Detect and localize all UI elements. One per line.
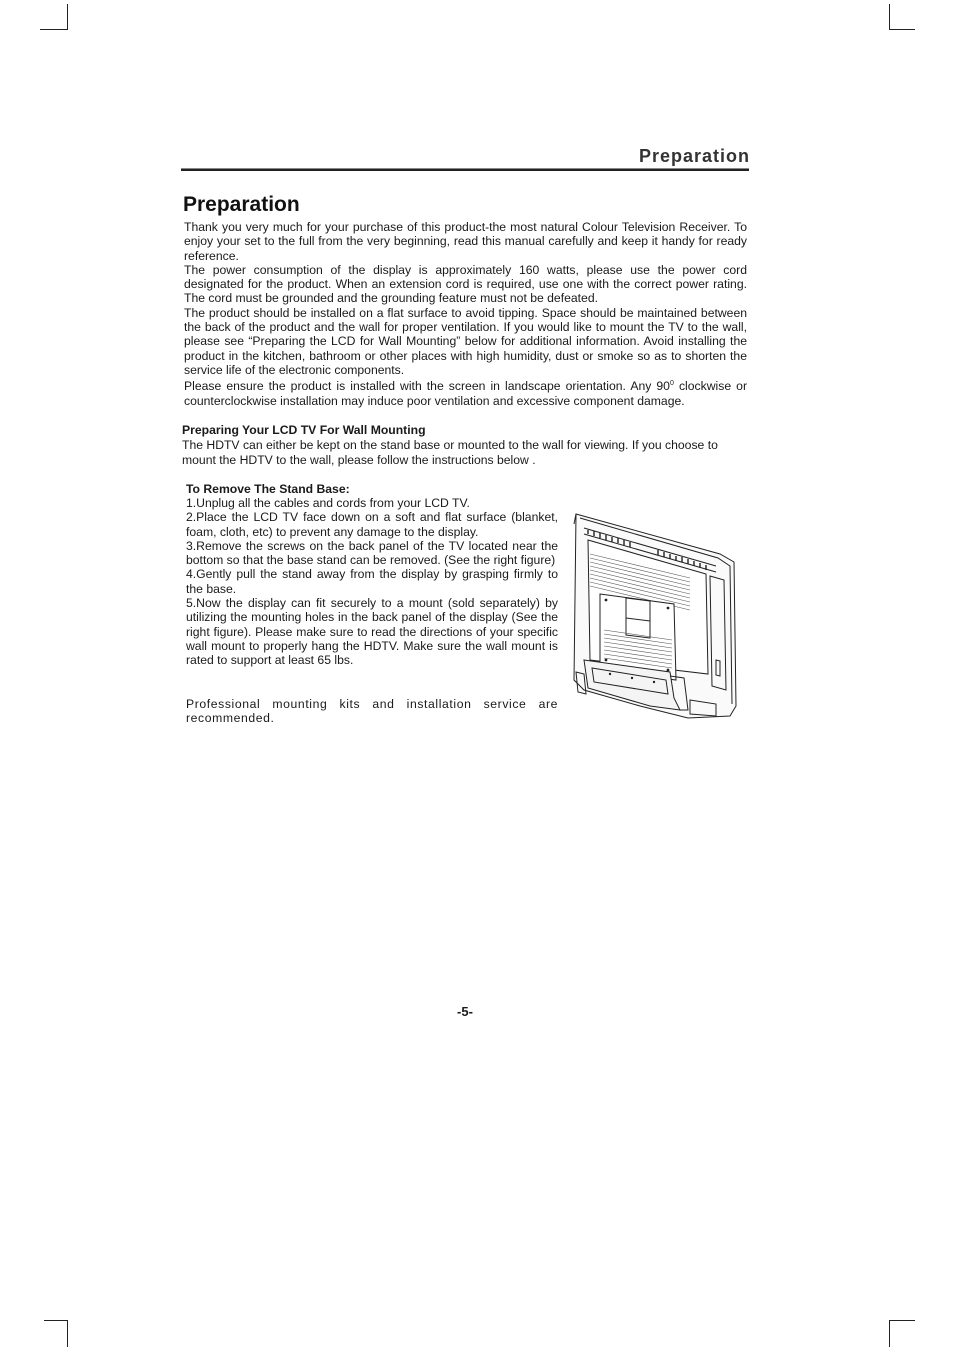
orientation-text-before: Please ensure the product is installed with the screen in landscape orientation. Any 90 [184, 379, 670, 394]
crop-mark-top-right-h [889, 29, 915, 30]
step-item: 2.Place the LCD TV face down on a soft and flat surface (blanket, foam, cloth, etc) to prevent any damage to the display. [186, 510, 558, 539]
remove-stand-steps [186, 496, 558, 668]
step-item: 5.Now the display can fit securely to a mount (sold separately) by utilizing the mounting holes in the back panel of the display (See the right figure). Please make sure to read the directions of your specific wall mount to properly hang the HDTV. Make sure the wall mount is rated to support at least 65 lbs. [186, 596, 558, 668]
crop-mark-bottom-right-h [889, 1320, 915, 1321]
crop-mark-top-left-h [40, 29, 68, 30]
professional-note: Professional mounting kits and installation service are recommended. [186, 697, 558, 726]
intro-paragraph: Thank you very much for your purchase of this product-the most natural Colour Television Receiver. To enjoy your set to the full from the very beginning, read this manual carefully and keep it handy for ready reference. [184, 220, 747, 263]
tv-back-illustration [570, 510, 742, 722]
crop-mark-bottom-right-v [889, 1320, 890, 1347]
intro-section [184, 220, 747, 408]
header-rule [181, 169, 749, 171]
crop-mark-top-right-v [889, 4, 890, 30]
page-title: Preparation [183, 193, 300, 216]
intro-paragraph: The power consumption of the display is approximately 160 watts, please use the power cord designated for the product. When an extension cord is required, use one with the correct power rating. The cord must be grounded and the grounding feature must not be defeated. [184, 262, 747, 306]
intro-paragraph: The product should be installed on a flat surface to avoid tipping. Space should be maintained between the back of the product and the wall for proper ventilation. If you would like to mount the TV to the wall, please see “Preparing the LCD for Wall Mounting” below for additional information. Avoid installing the product in the kitchen, bathroom or other places with high humidity, dust or smoke so as to shorten the service life of the electronic components. [184, 305, 747, 377]
remove-stand-heading: To Remove The Stand Base: [186, 482, 350, 496]
step-item: 3.Remove the screws on the back panel of the TV located near the bottom so that the base stand can be removed. (See the right figure) [186, 538, 558, 568]
header-title: Preparation [638, 146, 750, 166]
wall-mounting-heading: Preparing Your LCD TV For Wall Mounting [182, 423, 426, 437]
orientation-text-after: clockwise or counterclockwise installation may induce poor ventilation and excessive component damage. [184, 379, 747, 408]
wall-mounting-text: The HDTV can either be kept on the stand base or mounted to the wall for viewing. If you choose to mount the HDTV to the wall, please follow the instructions below . [182, 438, 718, 467]
step-item: 4.Gently pull the stand away from the display by grasping firmly to the base. [186, 567, 558, 596]
degree-superscript: 0 [669, 380, 674, 388]
crop-mark-top-left-v [67, 4, 68, 30]
step-item: 1.Unplug all the cables and cords from your LCD TV. [186, 496, 470, 510]
page-number: -5- [457, 1004, 473, 1019]
orientation-paragraph [184, 377, 747, 408]
crop-mark-bottom-left-h [44, 1320, 68, 1321]
crop-mark-bottom-left-v [67, 1320, 68, 1347]
